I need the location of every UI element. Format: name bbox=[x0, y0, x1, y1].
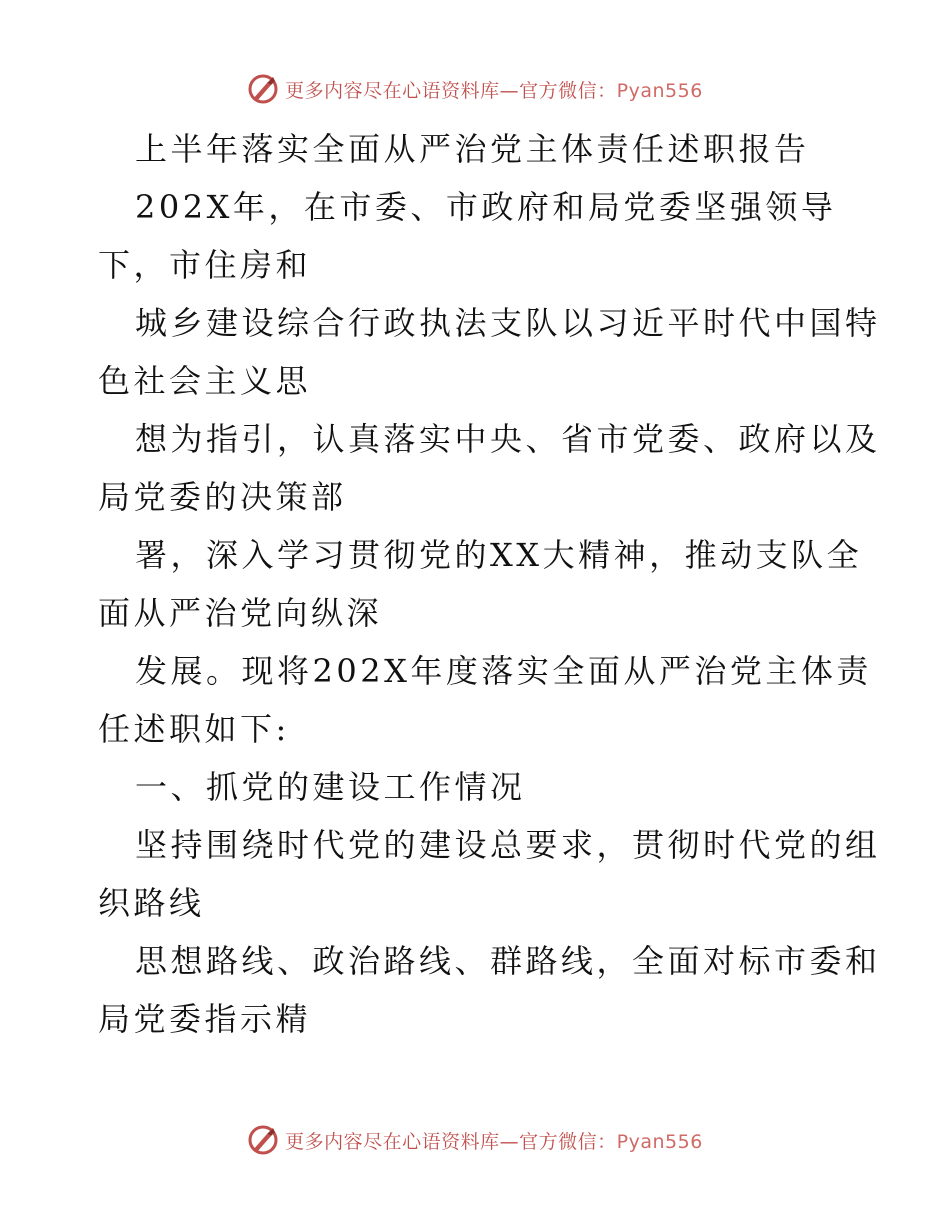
paragraph-line: 面从严治党向纵深 bbox=[98, 594, 383, 632]
document-body bbox=[98, 120, 881, 1048]
paragraph-line: 署，深入学习贯彻党的XX大精神，推动支队全 bbox=[135, 536, 863, 574]
paragraph-line: 坚持围绕时代党的建设总要求，贯彻时代党的组 bbox=[135, 826, 881, 864]
paragraph-line: 下，市住房和 bbox=[98, 246, 312, 284]
watermark-text: 更多内容尽在心语资料库—官方微信：Pyan556 bbox=[285, 79, 703, 102]
watermark-text: 更多内容尽在心语资料库—官方微信：Pyan556 bbox=[285, 1130, 703, 1153]
paragraph-line: 局党委指示精 bbox=[98, 1000, 312, 1038]
header-watermark bbox=[0, 72, 950, 106]
paragraph-line: 任述职如下: bbox=[98, 710, 290, 748]
paragraph-line: 城乡建设综合行政执法支队以习近平时代中国特 bbox=[135, 304, 881, 342]
paragraph-line: 想为指引，认真落实中央、省市党委、政府以及 bbox=[135, 420, 881, 458]
pen-logo-icon bbox=[247, 1124, 279, 1156]
section-heading: 一、抓党的建设工作情况 bbox=[135, 768, 526, 806]
paragraph-line: 发展。现将202X年度落实全面从严治党主体责 bbox=[135, 652, 872, 690]
paragraph-line: 织路线 bbox=[98, 884, 205, 922]
footer-watermark bbox=[0, 1123, 950, 1157]
paragraph-line: 局党委的决策部 bbox=[98, 478, 347, 516]
paragraph-line: 思想路线、政治路线、群路线，全面对标市委和 bbox=[135, 942, 881, 980]
paragraph-line: 色社会主义思 bbox=[98, 362, 312, 400]
paragraph-line: 202X年，在市委、市政府和局党委坚强领导 bbox=[135, 188, 837, 226]
document-title: 上半年落实全面从严治党主体责任述职报告 bbox=[135, 130, 810, 168]
pen-logo-icon bbox=[247, 73, 279, 105]
